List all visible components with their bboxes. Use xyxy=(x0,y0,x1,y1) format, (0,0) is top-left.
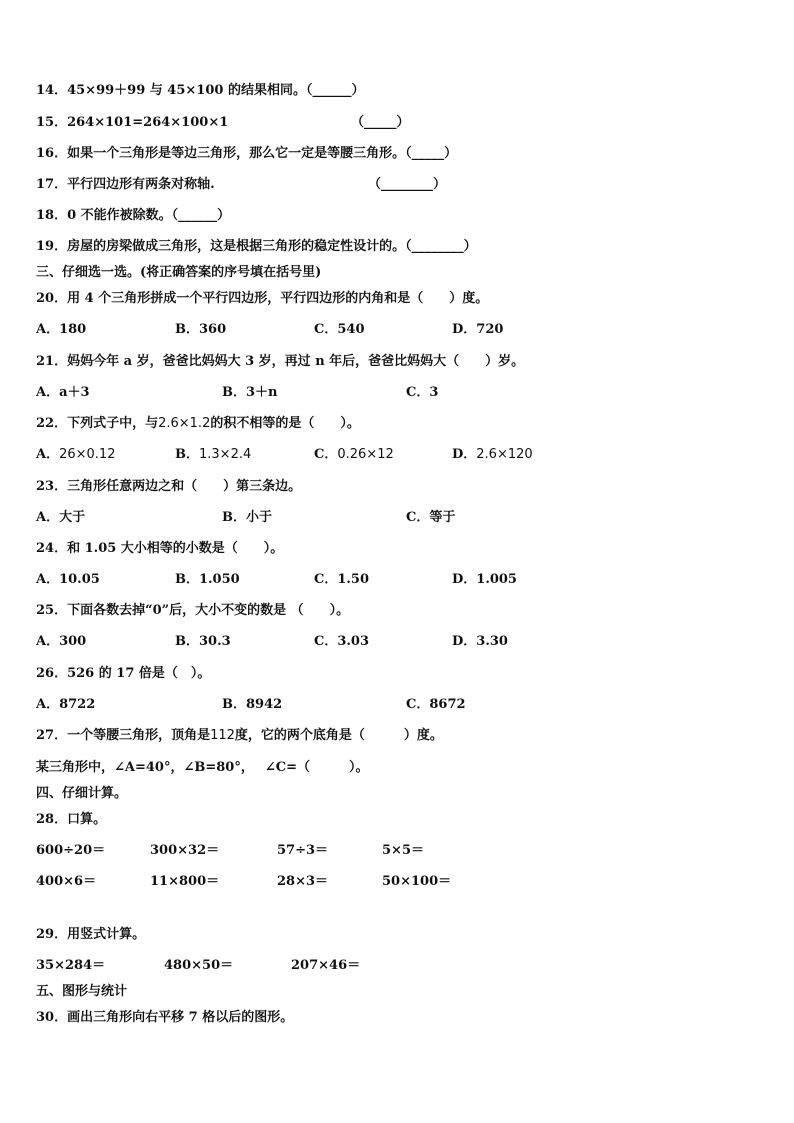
question-28: 28．口算。 xyxy=(36,812,107,827)
q27-prefix: 27．一个等腰三角形，顶角是 xyxy=(36,728,211,743)
q28-item-1: 600÷20＝ xyxy=(36,843,106,858)
q24-option-b: B．1.050 xyxy=(175,572,240,587)
q29-item-1: 35×284＝ xyxy=(36,958,106,973)
q22-option-c xyxy=(314,447,394,463)
q28-item-5: 400×6＝ xyxy=(36,874,97,889)
q27-number: 112 xyxy=(210,728,235,743)
q25-option-d: D．3.30 xyxy=(452,634,508,649)
q24-option-c: C．1.50 xyxy=(314,572,370,587)
q22-label-d: D． xyxy=(452,447,477,462)
question-27-sub: 某三角形中，∠A=40°，∠B=80°， ∠C=（ ）。 xyxy=(36,760,369,775)
question-22 xyxy=(36,416,360,432)
q22-expression: 2.6×1.2 xyxy=(158,416,211,431)
question-18: 18．0 不能作被除数。（______） xyxy=(36,208,231,223)
q22-suffix: 的积不相等的是（ ）。 xyxy=(210,416,360,431)
q24-option-d: D．1.005 xyxy=(452,572,517,587)
q22-option-b xyxy=(175,447,251,463)
question-27 xyxy=(36,728,443,744)
q26-option-b: B．8942 xyxy=(222,697,283,712)
question-19: 19．房屋的房梁做成三角形，这是根据三角形的稳定性设计的。（________） xyxy=(36,239,477,254)
q20-option-c: C．540 xyxy=(314,322,365,337)
q22-option-a xyxy=(36,447,115,463)
q28-item-6: 11×800＝ xyxy=(150,874,220,889)
q27-suffix: 度，它的两个底角是（ ）度。 xyxy=(234,728,443,743)
question-30: 30．画出三角形向右平移 7 格以后的图形。 xyxy=(36,1010,294,1025)
section-3-title: 三、仔细选一选。(将正确答案的序号填在括号里) xyxy=(36,265,322,280)
question-15: 15．264×101=264×100×1 xyxy=(36,115,229,130)
q22-prefix: 22．下列式子中，与 xyxy=(36,416,159,431)
q29-item-2: 480×50＝ xyxy=(164,958,234,973)
section-5-title: 五、图形与统计 xyxy=(36,984,128,999)
q21-option-c: C．3 xyxy=(406,385,439,400)
q22-value-d: 2.6×120 xyxy=(476,447,533,462)
q24-option-a: A．10.05 xyxy=(36,572,100,587)
q22-value-c: 0.26×12 xyxy=(337,447,394,462)
question-20: 20．用 4 个三角形拼成一个平行四边形，平行四边形的内角和是（ ）度。 xyxy=(36,291,489,306)
q20-option-a: A．180 xyxy=(36,322,87,337)
q28-item-7: 28×3＝ xyxy=(277,874,329,889)
question-29: 29．用竖式计算。 xyxy=(36,927,146,942)
q23-option-a: A．大于 xyxy=(36,510,86,525)
q22-value-a: 26×0.12 xyxy=(59,447,116,462)
q28-item-2: 300×32＝ xyxy=(150,843,220,858)
q23-option-b: B．小于 xyxy=(222,510,272,525)
question-23: 23．三角形任意两边之和（ ）第三条边。 xyxy=(36,479,302,494)
q25-option-c: C．3.03 xyxy=(314,634,370,649)
q23-option-c: C．等于 xyxy=(406,510,456,525)
question-17: 17．平行四边形有两条对称轴. xyxy=(36,177,215,192)
q22-value-b: 1.3×2.4 xyxy=(199,447,252,462)
question-21: 21．妈妈今年 a 岁，爸爸比妈妈大 3 岁，再过 n 年后，爸爸比妈妈大（ ）岁。 xyxy=(36,354,525,369)
q20-option-b: B．360 xyxy=(175,322,227,337)
q22-label-b: B． xyxy=(175,447,199,462)
q22-option-d xyxy=(452,447,533,463)
q29-item-3: 207×46＝ xyxy=(291,958,361,973)
q25-option-a: A．300 xyxy=(36,634,87,649)
question-16: 16．如果一个三角形是等边三角形，那么它一定是等腰三角形。（_____） xyxy=(36,146,458,161)
q21-option-a: A．a＋3 xyxy=(36,385,90,400)
q28-item-3: 57÷3＝ xyxy=(277,843,329,858)
q20-option-d: D．720 xyxy=(452,322,504,337)
question-15-blank: （_____） xyxy=(351,115,410,130)
q22-label-a: A． xyxy=(36,447,60,462)
q22-label-c: C． xyxy=(314,447,338,462)
q28-item-8: 50×100＝ xyxy=(382,874,452,889)
q26-option-c: C．8672 xyxy=(406,697,466,712)
q26-option-a: A．8722 xyxy=(36,697,96,712)
section-4-title: 四、仔细计算。 xyxy=(36,786,128,801)
q21-option-b: B．3＋n xyxy=(222,385,278,400)
question-24: 24．和 1.05 大小相等的小数是（ ）。 xyxy=(36,541,284,556)
question-14: 14．45×99＋99 与 45×100 的结果相同。（______） xyxy=(36,83,365,98)
question-17-blank: （________） xyxy=(368,177,447,192)
q28-item-4: 5×5＝ xyxy=(382,843,424,858)
question-26: 26．526 的 17 倍是（ ）。 xyxy=(36,666,211,681)
q25-option-b: B．30.3 xyxy=(175,634,231,649)
question-25: 25．下面各数去掉“0”后，大小不变的数是 （ ）。 xyxy=(36,603,350,618)
